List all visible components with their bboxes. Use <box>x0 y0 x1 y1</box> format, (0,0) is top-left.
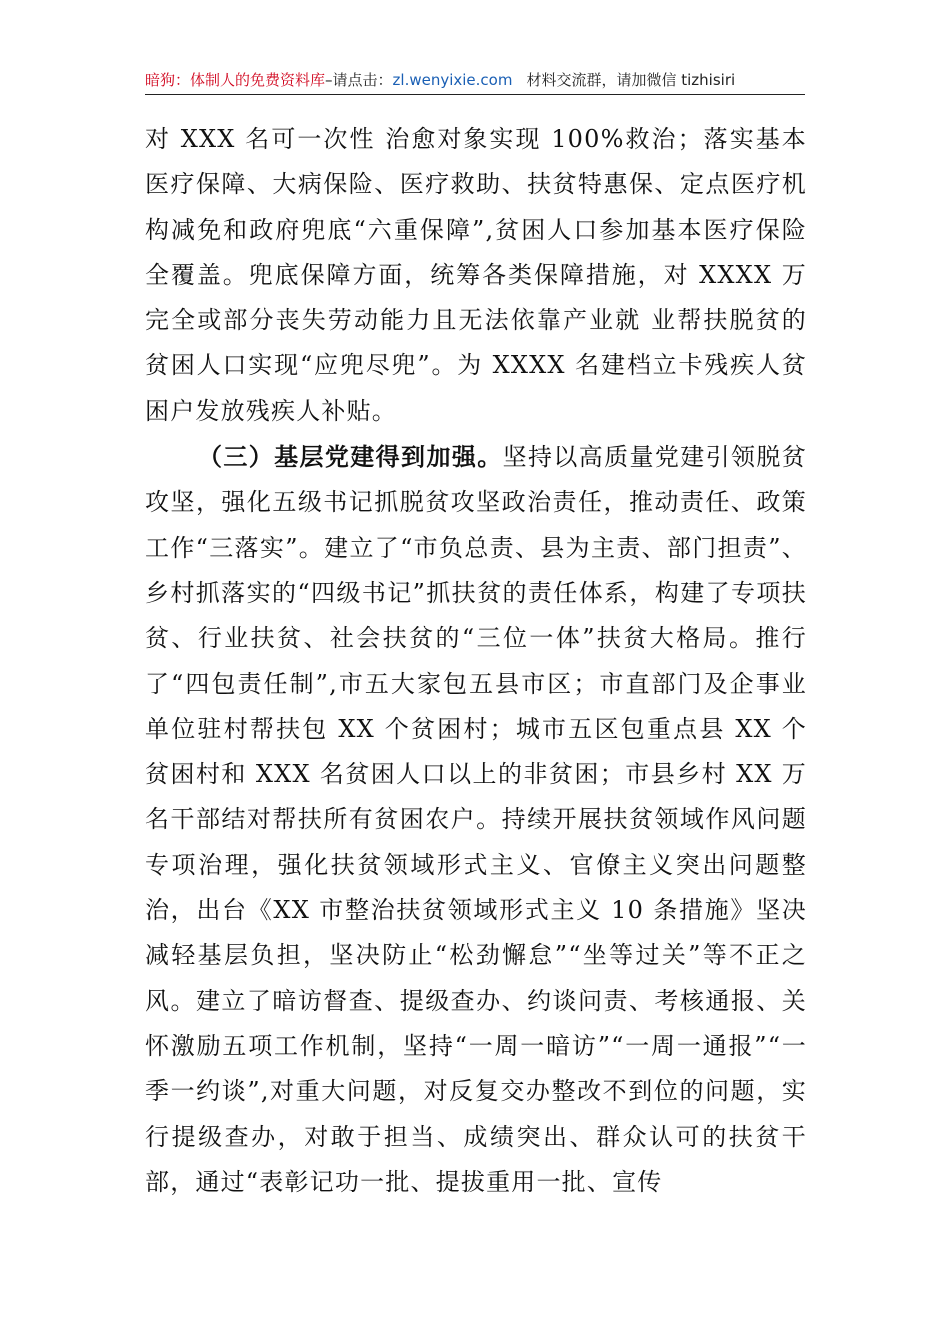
header-link[interactable]: zl.wenyixie.com <box>392 71 513 89</box>
document-body <box>145 117 807 1205</box>
paragraph-party-building-text: 坚持以高质量党建引领脱贫攻坚，强化五级书记抓脱贫攻坚政治责任，推动责任、政策工作“三落实”。建立了“市负总责、县为主责、部门担责”、乡村抓落实的“四级书记”抓扶贫的责任体系，构建了专项扶贫、行业扶贫、社会扶贫的“三位一体”扶贫大格局。推行了“四包责任制”,市五大家包五县市区；市直部门及企事业单位驻村帮扶包 XX 个贫困村；城市五区包重点县 XX 个贫困村和 XXX 名贫困人口以上的非贫困；市县乡村 XX 万名干部结对帮扶所有贫困农户。持续开展扶贫领域作风问题专项治理，强化扶贫领域形式主义、官僚主义突出问题整治，出台《XX 市整治扶贫领域形式主义 10 条措施》坚决减轻基层负担，坚决防止“松劲懈怠”“坐等过关”等不正之风。建立了暗访督查、提级查办、约谈问责、考核通报、关怀激励五项工作机制，坚持“一周一暗访”“一周一通报”“一季一约谈”,对重大问题，对反复交办整改不到位的问题，实行提级查办，对敢于担当、成绩突出、群众认可的扶贫干部，通过“表彰记功一批、提拔重用一批、宣传 <box>145 443 807 1196</box>
header-wechat-note: 材料交流群，请加微信 tizhisiri <box>526 71 736 89</box>
header-site-name: 暗狗：体制人的免费资料库 <box>145 71 326 89</box>
paragraph-medical-security: 对 XXX 名可一次性 治愈对象实现 100%救治；落实基本医疗保障、大病保险、医疗救助、扶贫特惠保、定点医疗机构减免和政府兜底“六重保障”,贫困人口参加基本医疗保险全覆盖。兜底保障方面，统筹各类保障措施，对 XXXX 万完全或部分丧失劳动能力且无法依靠产业就 业帮扶脱贫的贫困人口实现“应兜尽兜”。为 XXXX 名建档立卡残疾人贫困户发放残疾人补贴。 <box>145 125 807 425</box>
page-header <box>145 66 805 95</box>
header-click-prompt: –请点击： <box>325 71 393 89</box>
paragraph-party-building <box>145 434 807 1205</box>
section-heading: （三）基层党建得到加强。 <box>198 442 503 472</box>
